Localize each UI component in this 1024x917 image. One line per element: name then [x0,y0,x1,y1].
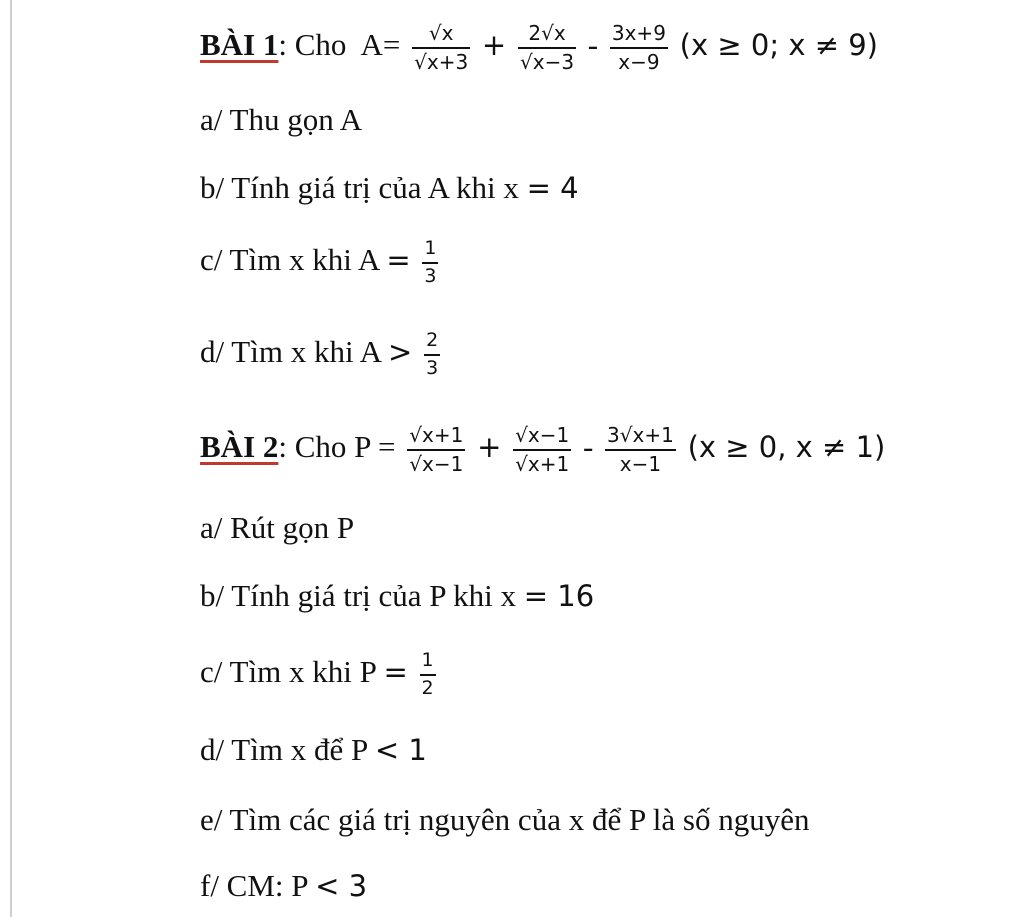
bai1-part-b-math: = 4 [526,171,579,205]
bai2-part-d-text: d/ Tìm x để P [200,732,368,767]
bai1-part-b [200,172,579,203]
bai2-part-c-operator: = [383,654,408,689]
bai1-intro: : Cho [278,27,347,63]
bai2-fraction-1: $\frac{√x+1}{√x-1}$ [409,423,464,476]
bai2-fraction-2: $\frac{√x-1}{√x+1}$ [515,423,570,476]
bai2-intro: : Cho P [278,429,371,465]
bai1-part-d-fraction: $\frac{2}{3}$ [426,329,439,379]
bai2-part-a: a/ Rút gọn P [200,510,355,545]
bai1-part-c-text: c/ Tìm x khi A [200,241,379,277]
bai2-fraction-3: $\frac{3√x+1}{x-1}$ [607,423,674,476]
bai2-part-d-math: < 1 [374,733,427,767]
bai2-part-c-text: c/ Tìm x khi P [200,653,376,689]
bai1-part-c [200,238,442,288]
bai1-variable: A= [360,27,401,63]
bai2-part-c [200,650,440,700]
bai2-equals: = [378,429,396,465]
bai1-part-d-operator: > [388,334,413,369]
bai1-part-d-text: d/ Tìm x khi A [200,333,381,369]
bai2-operator-minus: - [582,429,594,465]
bai1-operator-minus: - [587,27,599,63]
bai1-part-d [200,330,444,380]
bai2-part-f-text: f/ CM: P [200,868,308,903]
bai2-statement [200,424,885,476]
bai1-fraction-1: $\frac{√x}{√x+3}$ [414,21,469,74]
bai2-part-b-text: b/ Tính giá trị của P khi x [200,578,516,613]
bai1-operator-plus: + [481,28,507,63]
bai2-part-f [200,870,367,901]
bai2-part-e: e/ Tìm các giá trị nguyên của x để P là số nguyên [200,802,810,837]
bai2-part-d [200,734,427,765]
bai1-part-c-fraction: $\frac{1}{3}$ [424,237,437,287]
bai1-statement [200,22,878,74]
bai2-part-f-math: < 3 [315,869,368,903]
bai1-part-b-text: b/ Tính giá trị của A khi x [200,170,519,205]
bai1-part-c-operator: = [386,242,411,277]
bai2-part-b-math: = 16 [523,579,595,613]
bai1-condition: (x ≥ 0; x ≠ 9) [679,28,878,63]
bai2-part-c-fraction: $\frac{1}{2}$ [421,649,434,699]
bai2-title: BÀI 2 [200,429,279,465]
bai1-part-a: a/ Thu gọn A [200,102,363,137]
bai1-fraction-2: $\frac{2√x}{√x-3}$ [519,21,575,74]
bai2-part-b [200,580,594,611]
bai1-fraction-3: $\frac{3x+9}{x-9}$ [611,21,666,74]
page-left-border [10,0,12,917]
bai2-condition: (x ≥ 0, x ≠ 1) [687,430,886,465]
bai2-operator-plus: + [477,430,502,465]
bai1-title: BÀI 1 [200,27,279,63]
